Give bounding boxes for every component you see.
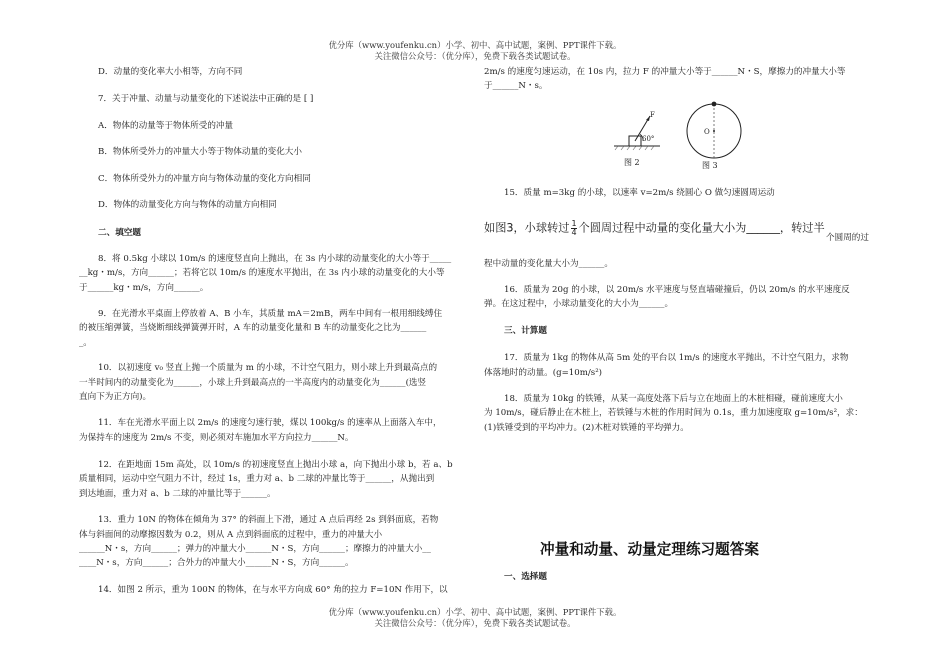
section-calculation-heading: 三、计算题 bbox=[504, 326, 547, 336]
page-header bbox=[0, 40, 950, 62]
q8-line-1: 8．将 0.5kg 小球以 10m/s 的速度竖直向上抛出，在 3s 内小球的动量变化的大小等于_____ bbox=[98, 254, 452, 264]
q13-line-2: 体与斜面间的动摩擦因数为 0.2，则从 A 点到斜面底的过程中，重力的冲量大小 bbox=[79, 530, 383, 540]
q14-line-3: 于______N・s。 bbox=[484, 81, 548, 91]
q14-line-1: 14．如图 2 所示，重为 100N 的物体，在与水平方向成 60° 角的拉力 F=10N 作用下，以 bbox=[98, 585, 448, 595]
q16-line-2: 弹。在这过程中，小球动量变化的大小为______。 bbox=[484, 299, 674, 309]
q7-option-c: C．物体所受外力的冲量方向与物体动量的变化方向相同 bbox=[98, 174, 311, 184]
figure-2-caption: 图 2 bbox=[624, 158, 640, 167]
figure-3-caption: 图 3 bbox=[702, 161, 718, 170]
q7-stem: 7．关于冲量、动量与动量变化的下述说法中正确的是 [ ] bbox=[98, 94, 314, 104]
q15-fraction bbox=[571, 220, 576, 237]
q6-option-d: D．动量的变化率大小相等，方向不同 bbox=[98, 67, 243, 77]
figure-3-circle bbox=[684, 100, 744, 160]
q13-line-3: ______N・s，方向______；弹力的冲量大小______N・S，方向______；摩擦力的冲量大小__ bbox=[79, 544, 431, 554]
q18-line-2: 为 10m/s，碰后静止在木桩上，若铁锤与木桩的作用时间为 0.1s，重力加速度取 g=10m/s²，求： bbox=[484, 408, 863, 418]
q13-line-1: 13．重力 10N 的物体在倾角为 37° 的斜面上下滑，通过 A 点后再经 2s 到斜面底，若物 bbox=[98, 515, 439, 525]
q9-line-2: 的被压缩弹簧，当烧断细线弹簧弹开时，A 车的动量变化量和 B 车的动量变化之比为______ bbox=[79, 323, 427, 333]
figure-3-center-label: O bbox=[704, 128, 710, 136]
q15-text-c: ，转过半 bbox=[779, 221, 825, 235]
figure-2-force-label: F bbox=[650, 111, 655, 119]
q12-line-2: 质量相同，运动中空气阻力不计，经过 1s，重力对 a、b 二球的冲量比等于______，从抛出到 bbox=[79, 474, 435, 484]
answer-section-choice-heading: 一、选择题 bbox=[504, 572, 547, 582]
q15-blank: ______ bbox=[746, 221, 780, 235]
q9-line-1: 9．在光滑水平桌面上停放着 A、B 小车，其质量 mA＝2mB，两车中间有一根用细线缚住 bbox=[98, 309, 443, 319]
q16-line-1: 16．质量为 20g 的小球，以 20m/s 水平速度与竖直墙碰撞后，仍以 20m/s 的水平速度反 bbox=[504, 285, 850, 295]
q17-line-1: 17．质量为 1kg 的物体从高 5m 处的平台以 1m/s 的速度水平抛出，不计空气阻力，求物 bbox=[504, 353, 849, 363]
footer-line-2: 关注微信公众号：（优分库），免费下载各类试题试卷。 bbox=[374, 618, 576, 628]
q15-fraction-numerator: 1 bbox=[571, 219, 577, 228]
q17-line-2: 体落地时的动量。(g=10m/s²) bbox=[484, 368, 602, 378]
q13-line-4: ____N・s，方向______；合外力的冲量大小______N・S，方向______。 bbox=[79, 558, 354, 568]
q8-line-3: 于______kg・m/s，方向______。 bbox=[79, 283, 209, 293]
answer-title: 冲量和动量、动量定理练习题答案 bbox=[540, 541, 759, 558]
q9-line-3: _。 bbox=[79, 338, 92, 348]
q7-option-a: A．物体的动量等于物体所受的冲量 bbox=[98, 121, 234, 131]
header-line-2: 关注微信公众号：（优分库），免费下载各类试题试卷。 bbox=[374, 51, 576, 61]
q18-line-1: 18．质量为 10kg 的铁锤，从某一高度处落下后与立在地面上的木桩相碰，碰前速度大小 bbox=[504, 394, 843, 404]
q8-line-2: __kg・m/s，方向______；若将它以 10m/s 的速度水平抛出，在 3s 内小球的动量变化的大小等 bbox=[79, 268, 445, 278]
q15-line-3: 程中动量的变化量大小为______。 bbox=[484, 259, 613, 269]
section-fill-in-heading: 二、填空题 bbox=[98, 228, 141, 238]
q10-line-3: 直向下为正方向)。 bbox=[79, 392, 152, 402]
q10-line-1: 10．以初速度 v₀ 竖直上抛一个质量为 m 的小球，不计空气阻力，则小球上升到最高点的 bbox=[98, 363, 438, 373]
q12-line-1: 12．在距地面 15m 高处，以 10m/s 的初速度竖直上抛出小球 a，向下抛出小球 b，若 a、b bbox=[98, 460, 453, 470]
q18-line-3: (1)铁锤受到的平均冲力。(2)木桩对铁锤的平均弹力。 bbox=[484, 423, 689, 433]
q15-text-b: 个圆周过程中动量的变化量大小为 bbox=[578, 221, 747, 235]
q15-line-1: 15．质量 m=3kg 的小球，以速率 v=2m/s 绕圆心 O 做匀速圆周运动 bbox=[504, 188, 775, 198]
q12-line-3: 到达地面，重力对 a、b 二球的冲量比等于______。 bbox=[79, 489, 276, 499]
q11-line-1: 11．车在光滑水平面上以 2m/s 的速度匀速行驶，煤以 100kg/s 的速率从上面落入车中， bbox=[98, 418, 442, 428]
q14-line-2: 2m/s 的速度匀速运动，在 10s 内，拉力 F 的冲量大小等于______N・S，摩擦力的冲量大小等 bbox=[484, 67, 846, 77]
q15-text-a: 如图3，小球转过 bbox=[484, 221, 570, 235]
q15-fraction-denominator: 4 bbox=[571, 228, 577, 237]
footer-line-1: 优分库（www.youfenku.cn）小学、初中、高中试题，案例、PPT课件下载。 bbox=[328, 607, 622, 617]
figure-2-angle-label: 60° bbox=[642, 135, 655, 143]
q15-line-2-tail: 个圆周的过 bbox=[826, 233, 869, 243]
page-footer bbox=[0, 607, 950, 629]
q7-option-d: D．物体的动量变化方向与物体的动量方向相同 bbox=[98, 200, 277, 210]
figure-2 bbox=[612, 110, 662, 172]
figure-3 bbox=[684, 100, 744, 174]
q7-option-b: B．物体所受外力的冲量大小等于物体动量的变化大小 bbox=[98, 147, 302, 157]
q15-line-2 bbox=[484, 220, 825, 237]
q10-line-2: 一半时间内的动量变化为______，小球上升到最高点的一半高度内的动量变化为______(选竖 bbox=[79, 378, 427, 388]
q11-line-2: 为保持车的速度为 2m/s 不变，则必须对车施加水平方向拉力______N。 bbox=[79, 433, 354, 443]
header-line-1: 优分库（www.youfenku.cn）小学、初中、高中试题，案例、PPT课件下载。 bbox=[328, 40, 622, 50]
